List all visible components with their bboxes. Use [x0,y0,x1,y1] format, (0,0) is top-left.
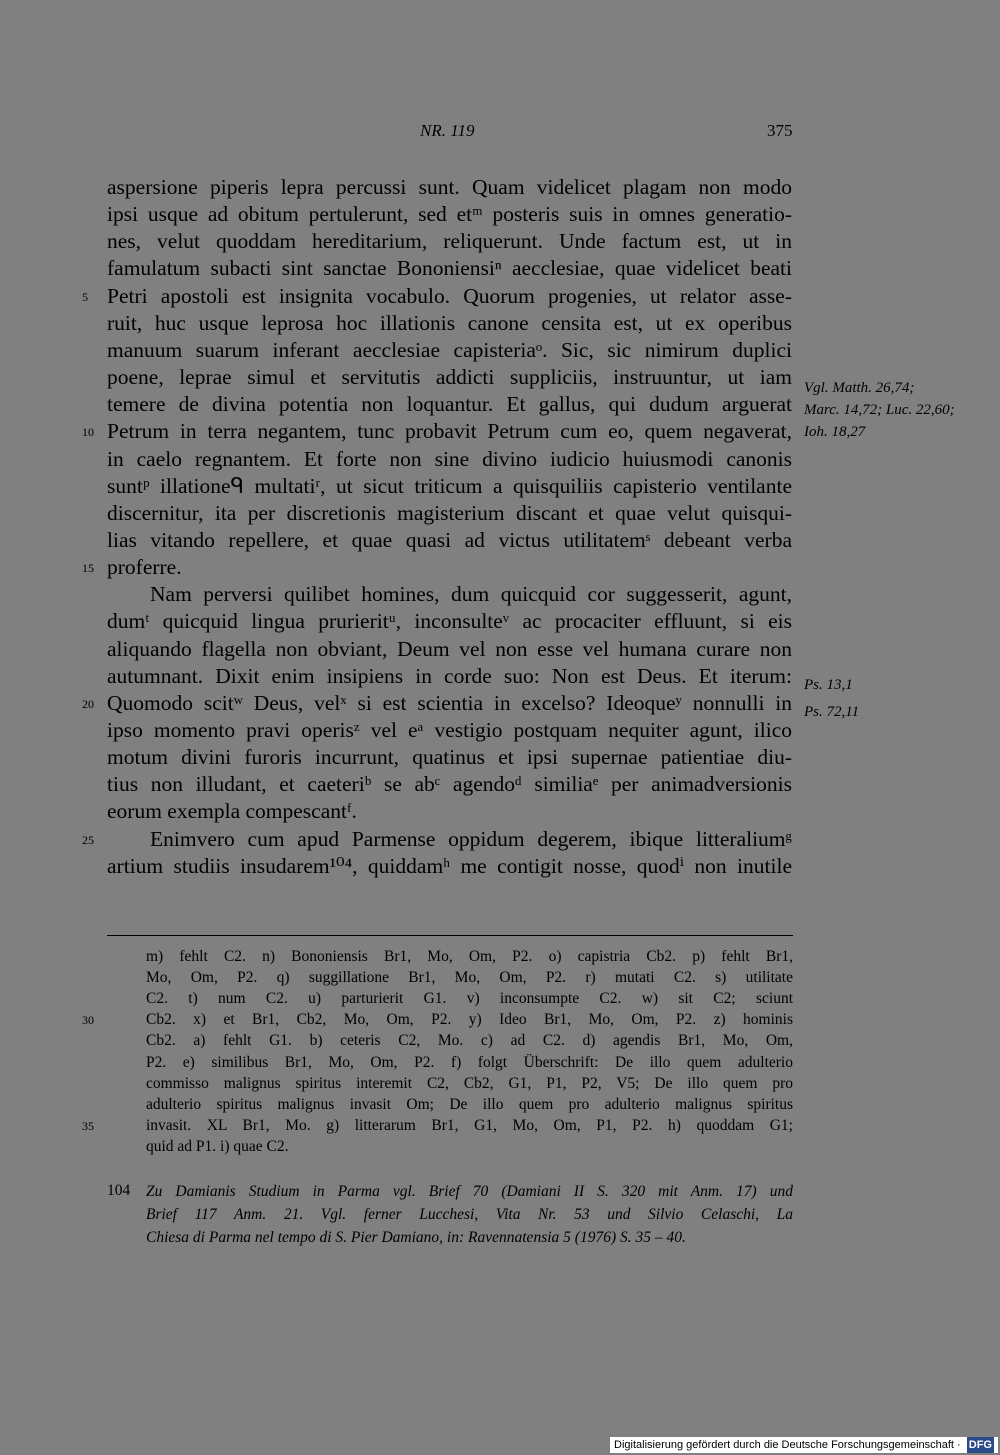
dfg-logo: DFG [968,1439,992,1451]
footnote-number: 104 [107,1182,131,1199]
text-line: ipso momento pravi operisᶻ vel eᵃ vestigio postquam nequiter agunt, ilico [107,718,792,742]
running-head-title: NR. 119 [420,121,475,140]
dfg-credit-bar [610,1437,998,1453]
text-line: proferre. [107,555,182,580]
page-number: 375 [767,121,793,140]
footnote-line: Brief 117 Anm. 21. Vgl. ferner Lucchesi, Vita Nr. 53 und Silvio Celaschi, La [146,1206,793,1223]
footnote-line: Chiesa di Parma nel tempo di S. Pier Damiano, in: Ravennatensia 5 (1976) S. 35 – 40. [146,1229,686,1246]
apparatus-line: Cb2. x) et Br1, Cb2, Mo, Om, P2. y) Ideo Br1, Mo, Om, P2. z) hominis [146,1011,793,1029]
text-line: famulatum subacti sint sanctae Bononiensiⁿ aecclesiae, quae videlicet beati [107,256,792,281]
text-line: aspersione piperis lepra percussi sunt. Quam videlicet plagam non modo [107,175,792,199]
apparatus-line: invasit. XL Br1, Mo. g) litterarum Br1, G1, Mo, Om, P1, P2. h) quoddam G1; [146,1116,793,1134]
line-number: 35 [82,1118,94,1133]
text-line: autumnant. Dixit enim insipiens in corde suo: Non est Deus. Et iterum: [107,663,792,688]
apparatus-line: commisso malignus spiritus interemit C2, Cb2, G1, P1, P2, V5; De illo quem pro [146,1074,793,1092]
footnote-line: Zu Damianis Studium in Parma vgl. Brief 70 (Damiani II S. 320 mit Anm. 17) und [146,1183,793,1200]
text-line: Quomodo scitʷ Deus, velˣ si est scientia in excelso? Ideoqueʸ nonnulli in [107,690,792,715]
text-line: manuum suarum inferant aecclesiae capisteriaᵒ. Sic, sic nimirum duplici [107,337,792,362]
text-line: ipsi usque ad obitum pertulerunt, sed etᵐ posteris suis in omnes generatio- [107,202,792,227]
text-line: tius non illudant, et caeteriᵇ se abᶜ agendoᵈ similiaᵉ per animadversionis [107,772,792,797]
text-line: lias vitando repellere, et quae quasi ad victus utilitatemˢ debeant verba [107,527,792,552]
text-line: Petrum in terra negantem, tunc probavit Petrum cum eo, quem negaverat, [107,419,792,444]
margin-note: Ps. 72,11 [804,704,860,720]
line-number: 25 [82,832,94,847]
margin-note: Marc. 14,72; Luc. 22,60; [804,402,955,418]
text-line: temere de divina potentia non loquantur. Et gallus, qui dudum arguerat [107,392,792,417]
apparatus-line: C2. t) num C2. u) parturierit G1. v) inconsumpte C2. w) sit C2; sciunt [146,990,793,1008]
apparatus-line: P2. e) similibus Br1, Mo, Om, P2. f) folgt Überschrift: De illo quem adulterio [146,1053,793,1071]
footnote-divider [107,935,793,936]
apparatus-line: adulterio spiritus malignus invasit Om; De illo quem pro adulterio malignus spiritus [146,1095,793,1113]
line-number: 30 [82,1013,94,1028]
text-line: Petri apostoli est insignita vocabulo. Quorum progenies, ut relator asse- [107,283,792,308]
text-line: dumᵗ quicquid lingua prurieritᵘ, inconsulteᵛ ac procaciter effluunt, si eis [107,609,792,634]
text-line: Enimvero cum apud Parmense oppidum degerem, ibique litteraliumᵍ [107,826,792,851]
line-number: 15 [82,561,94,576]
margin-note: Ioh. 18,27 [804,424,866,440]
apparatus-line: Mo, Om, P2. q) suggillatione Br1, Mo, Om, P2. r) mutati C2. s) utilitate [146,969,793,987]
text-line: discernitur, ita per discretionis magisterium discant et quae velut quisqui- [107,500,792,525]
text-line: nes, velut quoddam hereditarium, reliquerunt. Unde factum est, ut in [107,229,792,254]
margin-note: Ps. 13,1 [804,677,853,693]
margin-note: Vgl. Matth. 26,74; [804,380,915,396]
dfg-credit-text: Digitalisierung gefördert durch die Deutsche Forschungsgemeinschaft · [614,1439,961,1451]
apparatus-line: Cb2. a) fehlt G1. b) ceteris C2, Mo. c) ad C2. d) agendis Br1, Mo, Om, [146,1032,793,1050]
apparatus-line: quid ad P1. i) quae C2. [146,1137,289,1155]
text-line: in caelo regnantem. Et forte non sine divino iudicio huiusmodi canonis [107,446,792,471]
text-line: aliquando flagella non obviant, Deum vel non esse vel humana curare non [107,636,792,661]
text-line: Nam perversi quilibet homines, dum quicquid cor suggesserit, agunt, [107,582,792,607]
text-line: eorum exempla compescantᶠ. [107,799,357,824]
line-number: 20 [82,696,94,711]
apparatus-line: m) fehlt C2. n) Bononiensis Br1, Mo, Om, P2. o) capistria Cb2. p) fehlt Br1, [146,948,793,965]
text-line: poene, leprae simul et servitutis addicti suppliciis, instruuntur, ut iam [107,365,792,390]
text-line: artium studiis insudarem¹⁰⁴, quiddamʰ me contigit nosse, quodⁱ non inutile [107,853,792,878]
text-line: ruit, huc usque leprosa hoc illationis canone censita est, ut ex operibus [107,310,792,335]
line-number: 10 [82,425,94,440]
line-number: 5 [82,289,88,304]
text-line: motum divini furoris incurrunt, quatinus et ipsi supernae patientiae diu- [107,745,792,770]
text-line: suntᵖ illationeᑫ multatiʳ, ut sicut triticum a quisquiliis capisterio ventilante [107,473,792,498]
